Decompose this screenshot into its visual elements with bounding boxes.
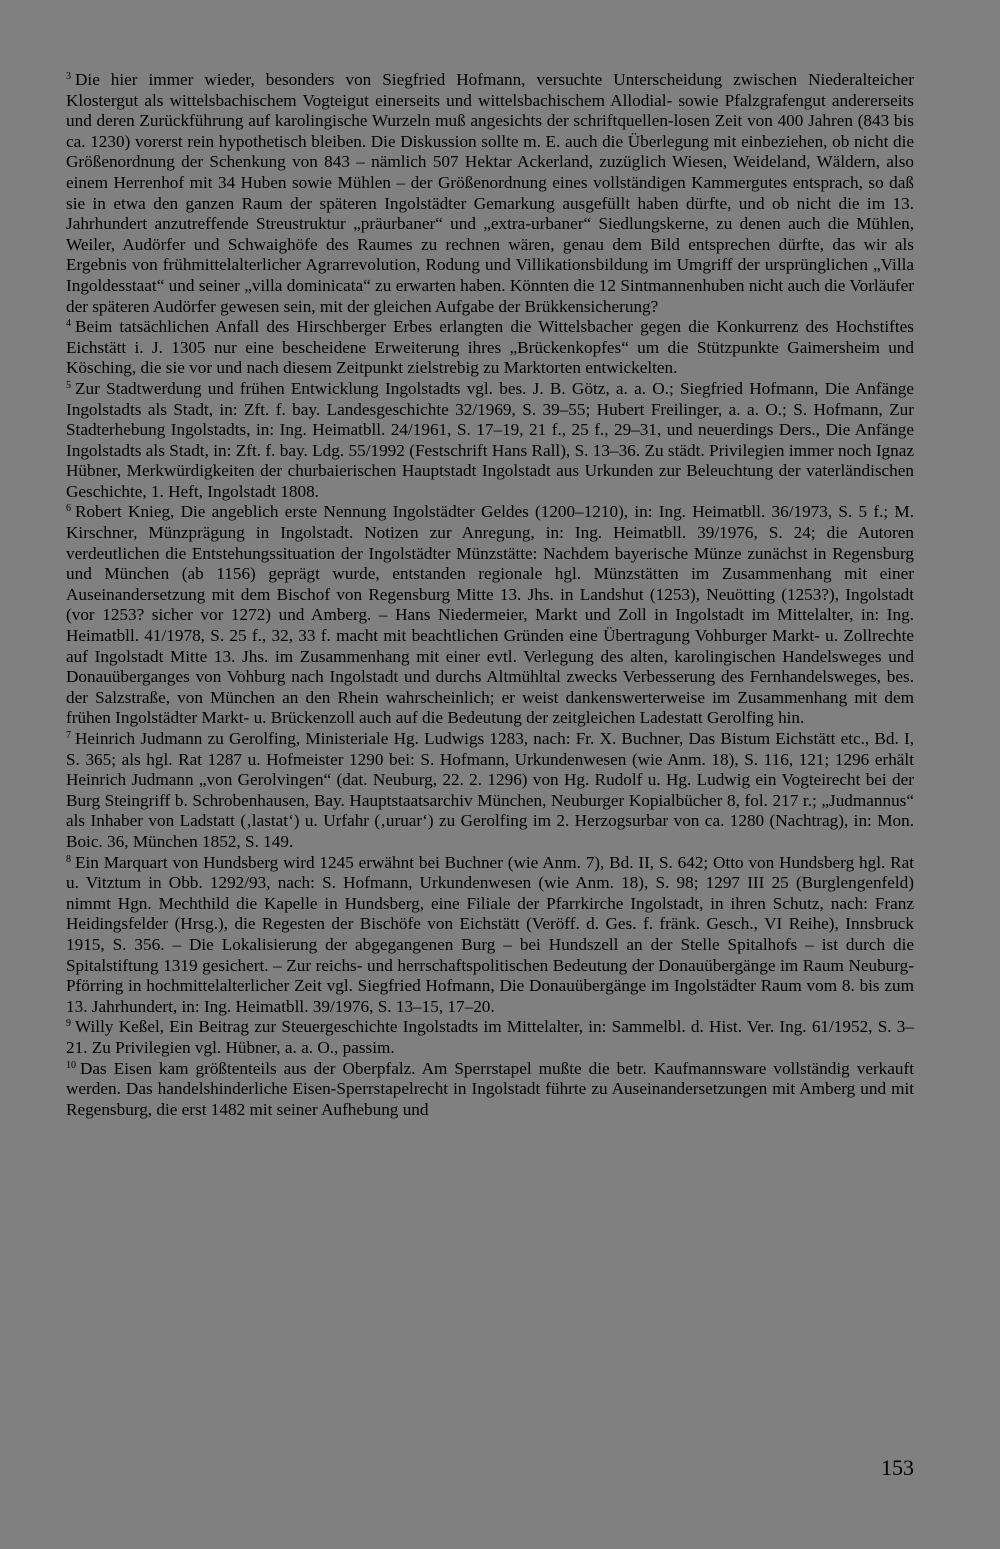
footnote-8 xyxy=(66,853,914,1018)
footnote-text: Ein Marquart von Hundsberg wird 1245 erwähnt bei Buchner (wie Anm. 7), Bd. II, S. 642; Otto von Hundsberg hgl. Rat u. Vitztum in Obb. 1292/93, nach: S. Hofmann, Urkundenwesen (wie Anm. 18), S. 98; 1297 III 25 (Burglengenfeld) nimmt Hgn. Mechthild die Kapelle in Hundsberg, eine Filiale der Pfarrkirche Ingolstadt, in ihren Schutz, nach: Franz Heidingsfelder (Hrsg.), die Regesten der Bischöfe von Eichstätt (Veröff. d. Ges. f. fränk. Gesch., VI Reihe), Innsbruck 1915, S. 356. – Die Lokalisierung der abgegangenen Burg – bei Hundszell an der Stelle Spitalhofs – ist durch die Spitalstiftung 1319 gesichert. – Zur reichs- und herrschaftspolitischen Bedeutung der Donauübergänge im Raum Neuburg-Pförring in hochmittelalterlicher Zeit vgl. Siegfried Hofmann, Die Donauübergänge im Ingolstädter Raum vom 8. bis zum 13. Jahrhundert, in: Ing. Heimatbll. 39/1976, S. 13–15, 17–20. xyxy=(66,852,914,1016)
footnote-text: Das Eisen kam größtenteils aus der Oberpfalz. Am Sperrstapel mußte die betr. Kaufmannsware vollständig verkauft werden. Das handelshinderliche Eisen-Sperrstapelrecht in Ingolstadt führte zu Auseinandersetzungen mit Amberg und mit Regensburg, die erst 1482 mit seiner Aufhebung und xyxy=(66,1058,914,1119)
footnote-marker: 9 xyxy=(66,1018,71,1030)
footnote-7 xyxy=(66,729,914,853)
footnote-9 xyxy=(66,1017,914,1058)
footnotes-section xyxy=(66,70,914,1120)
footnote-text: Robert Knieg, Die angeblich erste Nennung Ingolstädter Geldes (1200–1210), in: Ing. Heimatbll. 36/1973, S. 5 f.; M. Kirschner, Münzprägung in Ingolstadt. Notizen zur Anregung, in: Ing. Heimatbll. 39/1976, S. 24; die Autoren verdeutlichen die Entstehungssituation der Ingolstädter Münzstätte: Nachdem bayerische Münze zunächst in Regensburg und München (ab 1156) geprägt wurde, entstanden regionale hgl. Münzstätten im Zusammenhang mit einer Auseinandersetzung mit dem Bischof von Regensburg Mitte 13. Jhs. in Landshut (1253), Neuötting (1253?), Ingolstadt (vor 1253? sicher vor 1272) und Amberg. – Hans Niedermeier, Markt und Zoll in Ingolstadt im Mittelalter, in: Ing. Heimatbll. 41/1978, S. 25 f., 32, 33 f. macht mit beachtlichen Gründen eine Übertragung Vohburger Markt- u. Zollrechte auf Ingolstadt Mitte 13. Jhs. im Zusammenhang mit einer evtl. Verlegung des alten, karolingischen Handelsweges und Donauüberganges von Vohburg nach Ingolstadt und durchs Altmühltal zwecks Verbesserung des Fernhandelsweges, bes. der Salzstraße, von München an den Rhein wahrscheinlich; er weist dankenswerterweise im Zusammenhang mit dem frühen Ingolstädter Markt- u. Brückenzoll auch auf die Bedeutung der zeitgleichen Ladestatt Gerolfing hin. xyxy=(66,502,914,728)
footnote-6 xyxy=(66,502,914,729)
footnote-text: Heinrich Judmann zu Gerolfing, Ministeriale Hg. Ludwigs 1283, nach: Fr. X. Buchner, Das Bistum Eichstätt etc., Bd. I, S. 365; als hgl. Rat 1287 u. Hofmeister 1290 bei: S. Hofmann, Urkundenwesen (wie Anm. 18), S. 116, 121; 1296 erhält Heinrich Judmann „von Gerolvingen“ (dat. Neuburg, 22. 2. 1296) von Hg. Rudolf u. Hg. Ludwig ein Vogteirecht bei der Burg Steingriff b. Schrobenhausen, Bay. Hauptstaatsarchiv München, Neuburger Kopialbücher 8, fol. 217 r.; „Judmannus“ als Inhaber von Ladstatt (‚lastat‘) u. Urfahr (‚uruar‘) zu Gerolfing im 2. Herzogsurbar von ca. 1280 (Nachtrag), in: Mon. Boic. 36, München 1852, S. 149. xyxy=(66,729,914,851)
footnote-marker: 7 xyxy=(66,730,71,741)
page-number: 153 xyxy=(881,1455,914,1480)
footnote-4 xyxy=(66,317,914,379)
footnote-marker: 3 xyxy=(66,71,71,82)
footnote-marker: 5 xyxy=(66,379,71,391)
footnote-marker: 4 xyxy=(66,318,71,330)
footnote-text: Zur Stadtwerdung und frühen Entwicklung Ingolstadts vgl. bes. J. B. Götz, a. a. O.; Siegfried Hofmann, Die Anfänge Ingolstadts als Stadt, in: Zft. f. bay. Landesgeschichte 32/1969, S. 39–55; Hubert Freilinger, a. a. O.; S. Hofmann, Zur Stadterhebung Ingolstadts, in: Ing. Heimatbll. 24/1961, S. 17–19, 21 f., 25 f., 29–31, und neuerdings Ders., Die Anfänge Ingolstadts als Stadt, in: Zft. f. bay. Ldg. 55/1992 (Festschrift Hans Rall), S. 13–36. Zu städt. Privilegien immer noch Ignaz Hübner, Merkwürdigkeiten der churbaierischen Hauptstadt Ingolstadt aus Urkunden zur Beleuchtung der vaterländischen Geschichte, 1. Heft, Ingolstadt 1808. xyxy=(66,378,914,501)
footnote-5 xyxy=(66,379,914,503)
footnote-3 xyxy=(66,70,914,317)
footnote-marker: 8 xyxy=(66,853,71,865)
footnote-marker: 6 xyxy=(66,503,71,515)
footnote-text: Beim tatsächlichen Anfall des Hirschberger Erbes erlangten die Wittelsbacher gegen die Konkurrenz des Hochstiftes Eichstätt i. J. 1305 nur eine bescheidene Erweiterung ihres „Brückenkopfes“ um die Stützpunkte Gaimersheim und Kösching, die sie vor und nach diesem Zeitpunkt zielstrebig zu Marktorten entwickelten. xyxy=(66,317,914,378)
footnote-10 xyxy=(66,1059,914,1121)
footnote-text: Die hier immer wieder, besonders von Siegfried Hofmann, versuchte Unterscheidung zwischen Niederalteicher Klostergut als wittelsbachischem Vogteigut einerseits und wittelsbachischem Allodial- sowie Pfalzgrafengut andererseits und deren Zurückführung auf karolingische Wurzeln muß angesichts der schriftquellen-losen Zeit von 400 Jahren (843 bis ca. 1230) vorerst rein hypothetisch bleiben. Die Diskussion sollte m. E. auch die Überlegung mit einbeziehen, ob nicht die Größenordnung der Schenkung von 843 – nämlich 507 Hektar Ackerland, zuzüglich Wiesen, Weideland, Wäldern, also einem Herrenhof mit 34 Huben sowie Mühlen – der Größenordnung eines vollständigen Kammergutes entsprach, so daß sie in etwa den ganzen Raum der späteren Ingolstädter Gemarkung ausgefüllt haben dürfte, und ob nicht die im 13. Jahrhundert anzutreffende Streustruktur „präurbaner“ und „extra-urbaner“ Siedlungskerne, zu denen auch die Mühlen, Weiler, Audörfer und Schwaighöfe des Raumes zu rechnen wären, genau dem Bild entsprechen dürfte, das wir als Ergebnis von frühmittelalterlicher Agrarrevolution, Rodung und Villikationsbildung im Umgriff der ursprünglichen „Villa Ingoldesstaat“ und seiner „villa dominicata“ zu erwarten haben. Könnten die 12 Sintmannenhuben nicht auch die Vorläufer der späteren Audörfer gewesen sein, mit der gleichen Aufgabe der Brükkensicherung? xyxy=(66,70,914,316)
footnote-text: Willy Keßel, Ein Beitrag zur Steuergeschichte Ingolstadts im Mittelalter, in: Sammelbl. d. Hist. Ver. Ing. 61/1952, S. 3–21. Zu Privilegien vgl. Hübner, a. a. O., passim. xyxy=(66,1017,914,1057)
footnote-marker: 10 xyxy=(66,1059,76,1071)
